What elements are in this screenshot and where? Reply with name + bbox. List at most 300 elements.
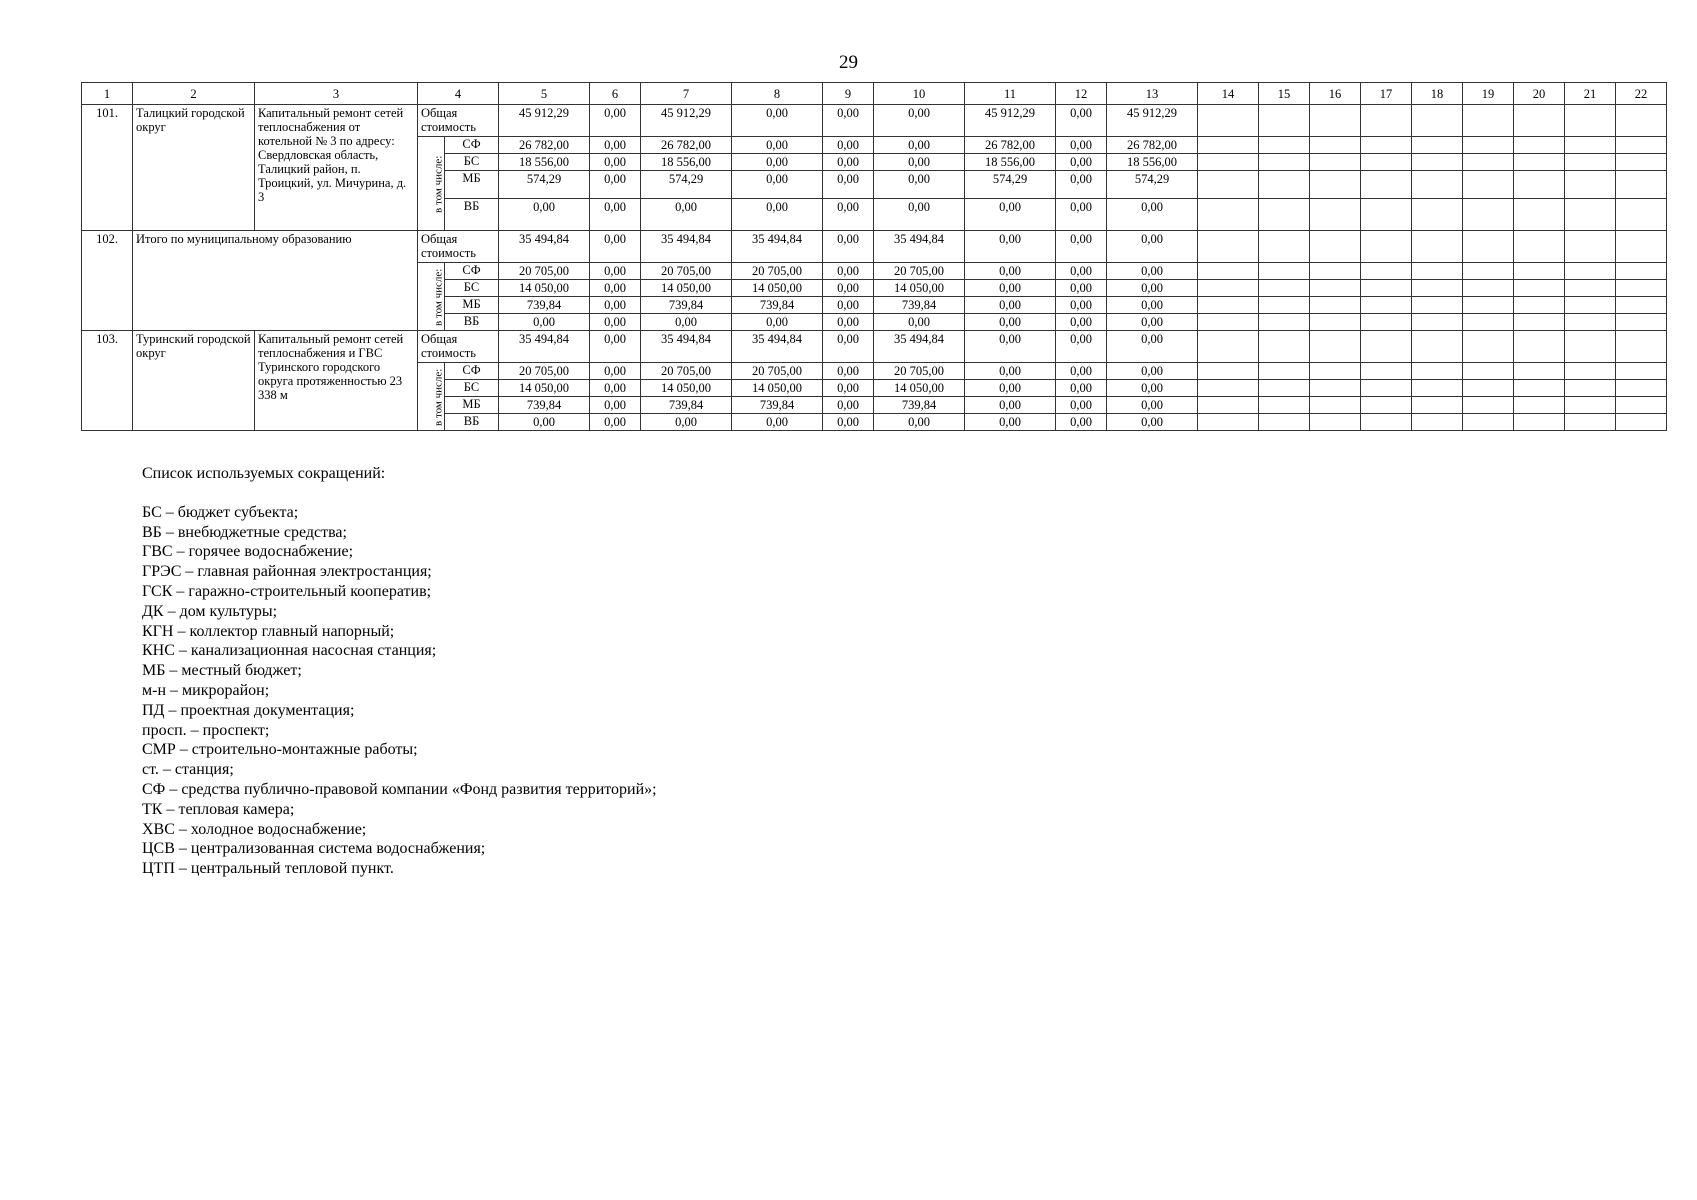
empty-cell	[1310, 137, 1361, 154]
column-header: 8	[732, 83, 823, 105]
column-header: 18	[1412, 83, 1463, 105]
empty-cell	[1565, 297, 1616, 314]
empty-cell	[1310, 154, 1361, 171]
empty-cell	[1463, 171, 1514, 199]
abbreviations-list	[142, 464, 657, 879]
value-cell: 0,00	[823, 331, 874, 363]
table-row	[82, 105, 1667, 137]
empty-cell	[1259, 314, 1310, 331]
funding-source-mb: МБ	[445, 297, 499, 314]
abbreviation-item: КНС – канализационная насосная станция;	[142, 642, 437, 660]
value-cell: 0,00	[590, 171, 641, 199]
value-cell: 0,00	[1056, 199, 1107, 231]
value-cell: 0,00	[823, 263, 874, 280]
value-cell: 35 494,84	[874, 331, 965, 363]
value-cell: 0,00	[1056, 397, 1107, 414]
abbreviations-title: Список используемых сокращений:	[142, 465, 386, 482]
value-cell: 18 556,00	[1107, 154, 1198, 171]
abbreviation-item: СМР – строительно-монтажные работы;	[142, 741, 418, 759]
empty-cell	[1361, 363, 1412, 380]
value-cell: 0,00	[965, 331, 1056, 363]
empty-cell	[1310, 263, 1361, 280]
empty-cell	[1463, 363, 1514, 380]
value-cell: 0,00	[1056, 280, 1107, 297]
empty-cell	[1259, 263, 1310, 280]
value-cell: 0,00	[1056, 171, 1107, 199]
empty-cell	[1616, 231, 1667, 263]
value-cell: 0,00	[823, 380, 874, 397]
value-cell: 0,00	[590, 314, 641, 331]
empty-cell	[1463, 154, 1514, 171]
value-cell: 0,00	[499, 199, 590, 231]
value-cell: 20 705,00	[874, 263, 965, 280]
value-cell: 0,00	[732, 105, 823, 137]
column-header: 7	[641, 83, 732, 105]
municipality-total-label: Итого по муниципальному образованию	[133, 231, 418, 331]
empty-cell	[1463, 331, 1514, 363]
value-cell: 0,00	[823, 363, 874, 380]
empty-cell	[1259, 137, 1310, 154]
value-cell: 20 705,00	[641, 263, 732, 280]
value-cell: 0,00	[823, 280, 874, 297]
empty-cell	[1463, 380, 1514, 397]
empty-cell	[1565, 414, 1616, 431]
empty-cell	[1198, 171, 1259, 199]
value-cell: 0,00	[1107, 280, 1198, 297]
value-cell: 20 705,00	[499, 263, 590, 280]
empty-cell	[1616, 154, 1667, 171]
empty-cell	[1463, 199, 1514, 231]
value-cell: 18 556,00	[965, 154, 1056, 171]
empty-cell	[1463, 231, 1514, 263]
value-cell: 0,00	[874, 314, 965, 331]
empty-cell	[1616, 363, 1667, 380]
funding-source-bs: БС	[445, 380, 499, 397]
value-cell: 0,00	[1107, 331, 1198, 363]
empty-cell	[1565, 154, 1616, 171]
empty-cell	[1361, 231, 1412, 263]
value-cell: 14 050,00	[732, 280, 823, 297]
empty-cell	[1310, 380, 1361, 397]
value-cell: 0,00	[1107, 397, 1198, 414]
column-number-row	[82, 83, 1667, 105]
empty-cell	[1198, 363, 1259, 380]
total-cost-label: Общая стоимость	[418, 231, 499, 263]
empty-cell	[1259, 105, 1310, 137]
empty-cell	[1412, 414, 1463, 431]
value-cell: 20 705,00	[874, 363, 965, 380]
empty-cell	[1198, 231, 1259, 263]
empty-cell	[1361, 199, 1412, 231]
empty-cell	[1616, 199, 1667, 231]
value-cell: 0,00	[965, 397, 1056, 414]
empty-cell	[1361, 331, 1412, 363]
empty-cell	[1198, 297, 1259, 314]
value-cell: 0,00	[965, 297, 1056, 314]
value-cell: 0,00	[823, 171, 874, 199]
empty-cell	[1412, 297, 1463, 314]
value-cell: 35 494,84	[499, 231, 590, 263]
value-cell: 0,00	[732, 314, 823, 331]
empty-cell	[1259, 171, 1310, 199]
empty-cell	[1463, 397, 1514, 414]
column-header: 22	[1616, 83, 1667, 105]
empty-cell	[1198, 199, 1259, 231]
value-cell: 0,00	[590, 105, 641, 137]
abbreviation-item: ТК – тепловая камера;	[142, 800, 295, 818]
value-cell: 739,84	[641, 297, 732, 314]
object-description: Капитальный ремонт сетей теплоснабжения и ГВС Туринского городского округа протяженностью 23 338 м	[255, 331, 418, 431]
value-cell: 739,84	[732, 297, 823, 314]
empty-cell	[1565, 331, 1616, 363]
empty-cell	[1412, 363, 1463, 380]
abbreviation-item: ГСК – гаражно-строительный кооператив;	[142, 582, 432, 600]
value-cell: 0,00	[823, 137, 874, 154]
abbreviation-item: МБ – местный бюджет;	[142, 662, 302, 680]
empty-cell	[1565, 171, 1616, 199]
value-cell: 0,00	[732, 171, 823, 199]
empty-cell	[1361, 414, 1412, 431]
value-cell: 0,00	[732, 414, 823, 431]
value-cell: 0,00	[1056, 231, 1107, 263]
abbreviation-item: СФ – средства публично-правовой компании «Фонд развития территорий»;	[142, 780, 657, 798]
value-cell: 0,00	[823, 199, 874, 231]
value-cell: 0,00	[590, 137, 641, 154]
value-cell: 0,00	[590, 280, 641, 297]
value-cell: 0,00	[874, 105, 965, 137]
empty-cell	[1514, 380, 1565, 397]
abbreviation-item: ГРЭС – главная районная электростанция;	[142, 563, 432, 581]
empty-cell	[1259, 199, 1310, 231]
empty-cell	[1565, 280, 1616, 297]
value-cell: 574,29	[641, 171, 732, 199]
empty-cell	[1565, 137, 1616, 154]
total-cost-label: Общая стоимость	[418, 331, 499, 363]
funding-source-vb: ВБ	[445, 314, 499, 331]
value-cell: 0,00	[732, 154, 823, 171]
value-cell: 26 782,00	[965, 137, 1056, 154]
empty-cell	[1412, 331, 1463, 363]
value-cell: 35 494,84	[732, 331, 823, 363]
empty-cell	[1463, 297, 1514, 314]
empty-cell	[1310, 171, 1361, 199]
abbreviation-item: БС – бюджет субъекта;	[142, 503, 299, 521]
value-cell: 0,00	[590, 154, 641, 171]
empty-cell	[1198, 105, 1259, 137]
value-cell: 0,00	[590, 380, 641, 397]
empty-cell	[1310, 297, 1361, 314]
value-cell: 0,00	[1056, 263, 1107, 280]
funding-source-vb: ВБ	[445, 414, 499, 431]
page-number: 29	[839, 52, 858, 73]
empty-cell	[1514, 297, 1565, 314]
empty-cell	[1412, 397, 1463, 414]
empty-cell	[1198, 137, 1259, 154]
value-cell: 0,00	[1107, 297, 1198, 314]
value-cell: 0,00	[1107, 314, 1198, 331]
value-cell: 739,84	[874, 297, 965, 314]
value-cell: 35 494,84	[732, 231, 823, 263]
empty-cell	[1565, 199, 1616, 231]
column-header: 4	[418, 83, 499, 105]
value-cell: 35 494,84	[641, 231, 732, 263]
empty-cell	[1616, 263, 1667, 280]
value-cell: 20 705,00	[732, 363, 823, 380]
empty-cell	[1616, 171, 1667, 199]
empty-cell	[1616, 414, 1667, 431]
empty-cell	[1310, 231, 1361, 263]
value-cell: 35 494,84	[499, 331, 590, 363]
value-cell: 45 912,29	[1107, 105, 1198, 137]
empty-cell	[1412, 137, 1463, 154]
empty-cell	[1198, 397, 1259, 414]
value-cell: 0,00	[641, 314, 732, 331]
empty-cell	[1361, 397, 1412, 414]
abbreviation-item: просп. – проспект;	[142, 721, 270, 739]
empty-cell	[1463, 314, 1514, 331]
value-cell: 0,00	[823, 414, 874, 431]
value-cell: 0,00	[1056, 137, 1107, 154]
empty-cell	[1361, 171, 1412, 199]
abbreviation-item: ст. – станция;	[142, 761, 234, 779]
empty-cell	[1514, 263, 1565, 280]
empty-cell	[1361, 297, 1412, 314]
empty-cell	[1198, 331, 1259, 363]
empty-cell	[1463, 280, 1514, 297]
value-cell: 0,00	[590, 363, 641, 380]
abbreviation-item: ЦСВ – централизованная система водоснабжения;	[142, 840, 486, 858]
value-cell: 0,00	[1107, 263, 1198, 280]
value-cell: 14 050,00	[874, 380, 965, 397]
value-cell: 0,00	[1056, 380, 1107, 397]
table-row	[82, 331, 1667, 363]
value-cell: 26 782,00	[1107, 137, 1198, 154]
value-cell: 739,84	[732, 397, 823, 414]
empty-cell	[1514, 280, 1565, 297]
value-cell: 0,00	[1107, 363, 1198, 380]
column-header: 19	[1463, 83, 1514, 105]
column-header: 17	[1361, 83, 1412, 105]
row-number: 101.	[82, 105, 133, 231]
empty-cell	[1361, 314, 1412, 331]
value-cell: 0,00	[1056, 314, 1107, 331]
empty-cell	[1514, 154, 1565, 171]
funding-source-sf: СФ	[445, 137, 499, 154]
empty-cell	[1361, 105, 1412, 137]
empty-cell	[1616, 380, 1667, 397]
empty-cell	[1198, 263, 1259, 280]
abbreviation-item: ПД – проектная документация;	[142, 701, 355, 719]
value-cell: 20 705,00	[499, 363, 590, 380]
value-cell: 35 494,84	[874, 231, 965, 263]
column-header: 11	[965, 83, 1056, 105]
empty-cell	[1463, 414, 1514, 431]
empty-cell	[1565, 397, 1616, 414]
abbreviation-item: КГН – коллектор главный напорный;	[142, 622, 395, 640]
empty-cell	[1361, 280, 1412, 297]
value-cell: 0,00	[1107, 199, 1198, 231]
including-label: в том числе:	[418, 263, 445, 331]
value-cell: 0,00	[641, 199, 732, 231]
column-header: 20	[1514, 83, 1565, 105]
abbreviation-item: ЦТП – центральный тепловой пункт.	[142, 860, 394, 878]
abbreviation-item: ГВС – горячее водоснабжение;	[142, 543, 354, 561]
funding-source-mb: МБ	[445, 171, 499, 199]
empty-cell	[1198, 414, 1259, 431]
empty-cell	[1463, 105, 1514, 137]
value-cell: 0,00	[874, 199, 965, 231]
funding-source-sf: СФ	[445, 263, 499, 280]
empty-cell	[1259, 363, 1310, 380]
empty-cell	[1514, 137, 1565, 154]
empty-cell	[1514, 397, 1565, 414]
empty-cell	[1514, 199, 1565, 231]
funding-source-bs: БС	[445, 154, 499, 171]
empty-cell	[1616, 314, 1667, 331]
value-cell: 26 782,00	[641, 137, 732, 154]
empty-cell	[1412, 154, 1463, 171]
value-cell: 0,00	[732, 199, 823, 231]
empty-cell	[1412, 105, 1463, 137]
column-header: 16	[1310, 83, 1361, 105]
value-cell: 20 705,00	[732, 263, 823, 280]
value-cell: 0,00	[874, 414, 965, 431]
empty-cell	[1463, 263, 1514, 280]
empty-cell	[1412, 280, 1463, 297]
value-cell: 0,00	[590, 397, 641, 414]
empty-cell	[1514, 331, 1565, 363]
value-cell: 14 050,00	[499, 380, 590, 397]
empty-cell	[1310, 414, 1361, 431]
empty-cell	[1259, 414, 1310, 431]
value-cell: 0,00	[965, 380, 1056, 397]
empty-cell	[1514, 314, 1565, 331]
column-header: 14	[1198, 83, 1259, 105]
empty-cell	[1565, 263, 1616, 280]
value-cell: 0,00	[874, 171, 965, 199]
abbreviation-item: ХВС – холодное водоснабжение;	[142, 820, 367, 838]
value-cell: 574,29	[499, 171, 590, 199]
value-cell: 0,00	[1056, 297, 1107, 314]
column-header: 21	[1565, 83, 1616, 105]
value-cell: 45 912,29	[499, 105, 590, 137]
column-header: 5	[499, 83, 590, 105]
column-header: 10	[874, 83, 965, 105]
value-cell: 0,00	[1056, 414, 1107, 431]
empty-cell	[1310, 280, 1361, 297]
funding-source-bs: БС	[445, 280, 499, 297]
empty-cell	[1412, 314, 1463, 331]
value-cell: 0,00	[965, 314, 1056, 331]
value-cell: 739,84	[499, 397, 590, 414]
value-cell: 0,00	[823, 231, 874, 263]
value-cell: 0,00	[641, 414, 732, 431]
empty-cell	[1514, 171, 1565, 199]
empty-cell	[1616, 397, 1667, 414]
value-cell: 20 705,00	[641, 363, 732, 380]
value-cell: 0,00	[590, 263, 641, 280]
empty-cell	[1412, 199, 1463, 231]
value-cell: 0,00	[823, 154, 874, 171]
empty-cell	[1259, 280, 1310, 297]
empty-cell	[1259, 297, 1310, 314]
empty-cell	[1514, 414, 1565, 431]
value-cell: 0,00	[1107, 380, 1198, 397]
value-cell: 26 782,00	[499, 137, 590, 154]
empty-cell	[1259, 231, 1310, 263]
value-cell: 14 050,00	[641, 380, 732, 397]
empty-cell	[1565, 380, 1616, 397]
empty-cell	[1310, 363, 1361, 380]
funding-source-vb: ВБ	[445, 199, 499, 231]
value-cell: 45 912,29	[641, 105, 732, 137]
empty-cell	[1198, 380, 1259, 397]
empty-cell	[1198, 314, 1259, 331]
value-cell: 0,00	[823, 105, 874, 137]
empty-cell	[1361, 137, 1412, 154]
empty-cell	[1412, 171, 1463, 199]
value-cell: 18 556,00	[641, 154, 732, 171]
value-cell: 0,00	[874, 154, 965, 171]
empty-cell	[1259, 380, 1310, 397]
value-cell: 0,00	[874, 137, 965, 154]
empty-cell	[1616, 280, 1667, 297]
empty-cell	[1565, 363, 1616, 380]
abbreviation-item: м-н – микрорайон;	[142, 681, 270, 699]
empty-cell	[1310, 397, 1361, 414]
value-cell: 0,00	[1056, 363, 1107, 380]
value-cell: 739,84	[641, 397, 732, 414]
empty-cell	[1412, 263, 1463, 280]
value-cell: 0,00	[823, 314, 874, 331]
value-cell: 0,00	[590, 414, 641, 431]
empty-cell	[1412, 231, 1463, 263]
value-cell: 0,00	[590, 231, 641, 263]
empty-cell	[1198, 154, 1259, 171]
empty-cell	[1361, 263, 1412, 280]
empty-cell	[1565, 231, 1616, 263]
municipality-name: Талицкий городской округ	[133, 105, 255, 231]
value-cell: 0,00	[732, 137, 823, 154]
including-label: в том числе:	[418, 137, 445, 231]
column-header: 2	[133, 83, 255, 105]
value-cell: 574,29	[965, 171, 1056, 199]
value-cell: 0,00	[499, 314, 590, 331]
object-description: Капитальный ремонт сетей теплоснабжения от котельной № 3 по адресу: Свердловская область, Талицкий район, п. Троицкий, ул. Мичурина, д. 3	[255, 105, 418, 231]
empty-cell	[1565, 105, 1616, 137]
value-cell: 35 494,84	[641, 331, 732, 363]
table-row	[82, 231, 1667, 263]
value-cell: 739,84	[499, 297, 590, 314]
value-cell: 14 050,00	[641, 280, 732, 297]
including-label: в том числе:	[418, 363, 445, 431]
empty-cell	[1463, 137, 1514, 154]
value-cell: 18 556,00	[499, 154, 590, 171]
empty-cell	[1412, 380, 1463, 397]
value-cell: 0,00	[590, 199, 641, 231]
empty-cell	[1565, 314, 1616, 331]
column-header: 15	[1259, 83, 1310, 105]
empty-cell	[1310, 331, 1361, 363]
value-cell: 14 050,00	[499, 280, 590, 297]
abbreviation-item: ВБ – внебюджетные средства;	[142, 523, 347, 541]
empty-cell	[1259, 331, 1310, 363]
value-cell: 574,29	[1107, 171, 1198, 199]
empty-cell	[1259, 397, 1310, 414]
column-header: 9	[823, 83, 874, 105]
empty-cell	[1616, 297, 1667, 314]
row-number: 103.	[82, 331, 133, 431]
